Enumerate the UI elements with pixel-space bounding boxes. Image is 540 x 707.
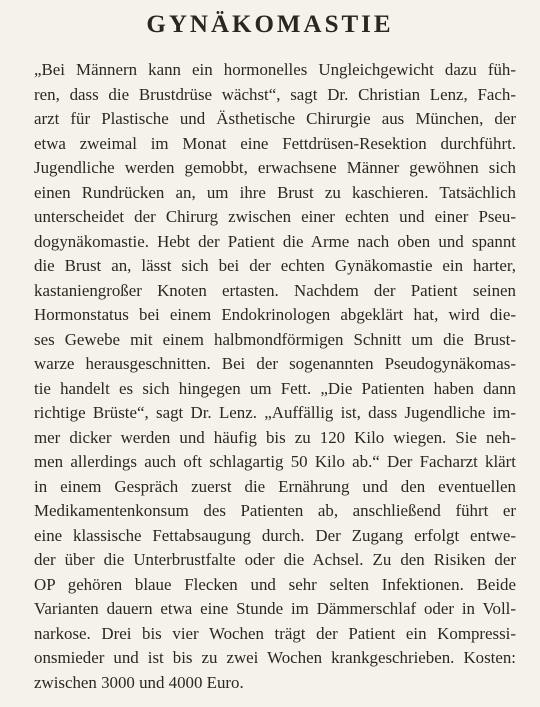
text-line: ren, dass die Brustdrüse wächst“, sagt Dr. Christian Lenz, Fach- bbox=[34, 84, 516, 104]
text-line: tie handelt es sich hingegen um Fett. „Die Patienten haben dann bbox=[34, 378, 516, 398]
text-line: etwa zweimal im Monat eine Fettdrüsen-Resektion durchführt. bbox=[34, 133, 516, 153]
text-line: dogynäkomastie. Hebt der Patient die Arme nach oben und spannt bbox=[34, 231, 516, 251]
text-line: warze herausgeschnitten. Bei der sogenannten Pseudogynäkomas- bbox=[34, 354, 516, 373]
text-line: arzt für Plastische und Ästhetische Chirurgie aus München, der bbox=[34, 109, 516, 128]
text-line: mer dicker werden und häufig bis zu 120 Kilo wiegen. Sie neh- bbox=[34, 427, 516, 447]
text-line: men allerdings auch oft schlagartig 50 Kilo ab.“ Der Facharzt klärt bbox=[34, 452, 516, 471]
text-line: „Bei Männern kann ein hormonelles Ungleichgewicht dazu füh- bbox=[34, 60, 516, 79]
text-line: unterscheidet der Chirurg zwischen einer echten und einer Pseu- bbox=[34, 207, 516, 226]
text-line: in einem Gespräch zuerst die Ernährung und den eventuellen bbox=[34, 476, 516, 496]
article-body bbox=[34, 58, 516, 695]
text-line: narkose. Drei bis vier Wochen trägt der Patient ein Kompressi- bbox=[34, 623, 516, 643]
text-line: eine klassische Fettabsaugung durch. Der Zugang erfolgt entwe- bbox=[34, 525, 516, 545]
text-line: richtige Brüste“, sagt Dr. Lenz. „Auffällig ist, dass Jugendliche im- bbox=[34, 403, 516, 422]
text-line: onsmieder und ist bis zu zwei Wochen krankgeschrieben. Kosten: bbox=[34, 648, 516, 667]
text-line: Hormonstatus bei einem Endokrinologen abgeklärt hat, wird die- bbox=[34, 305, 516, 324]
text-line: OP gehören blaue Flecken und sehr selten Infektionen. Beide bbox=[34, 574, 516, 594]
text-line: Jugendliche werden gemobbt, erwachsene Männer gewöhnen sich bbox=[34, 158, 516, 177]
text-line: einen Rundrücken an, um ihre Brust zu kaschieren. Tatsächlich bbox=[34, 182, 516, 202]
text-line: zwischen 3000 und 4000 Euro. bbox=[34, 672, 244, 692]
text-line: Medikamentenkonsum des Patienten ab, anschließend führt er bbox=[34, 501, 516, 520]
text-line: kastaniengroßer Knoten ertasten. Nachdem der Patient seinen bbox=[34, 280, 516, 300]
text-line: ses Gewebe mit einem halbmondförmigen Schnitt um die Brust- bbox=[34, 329, 516, 349]
text-line: Varianten dauern etwa eine Stunde im Dämmerschlaf oder in Voll- bbox=[34, 599, 516, 618]
article-title: GYNÄKOMASTIE bbox=[146, 11, 394, 38]
text-line: der über die Unterbrustfalte oder die Achsel. Zu den Risiken der bbox=[34, 550, 516, 569]
text-line: die Brust an, lässt sich bei der echten Gynäkomastie ein harter, bbox=[34, 256, 516, 275]
